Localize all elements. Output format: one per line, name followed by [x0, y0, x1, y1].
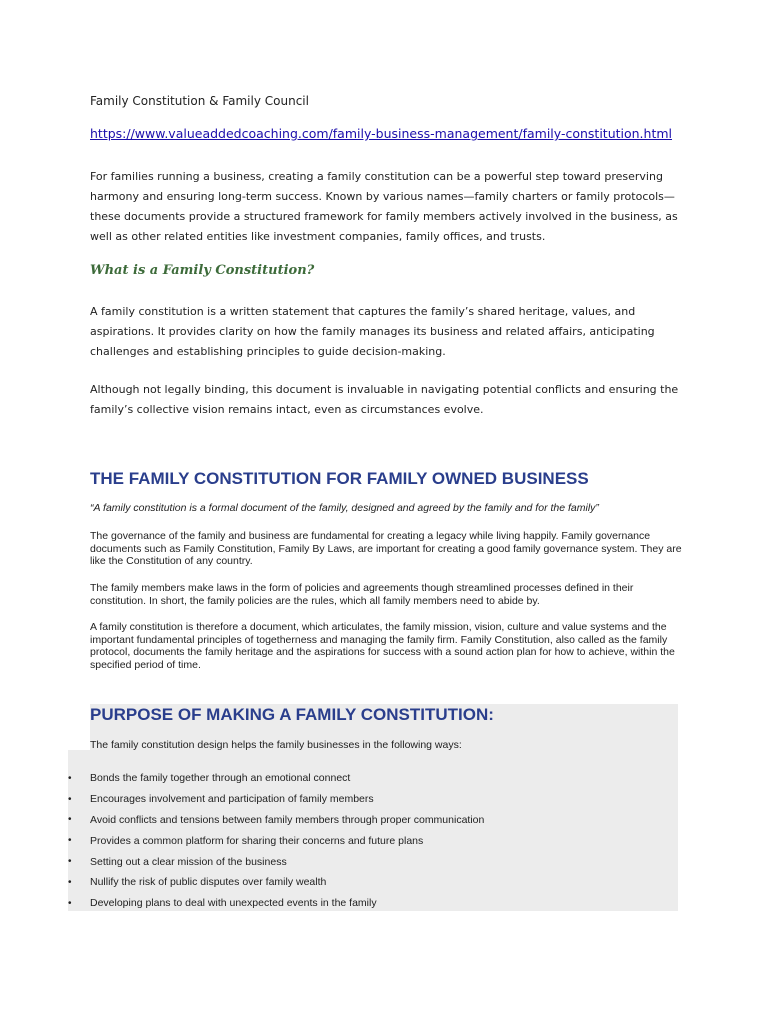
intro-paragraph: For families running a business, creating a family constitution can be a powerful step toward preserving harmony and ensuring long-term success. Known by various names—family charters or family protocols—these documents provide a structured framework for family members actively involved in the business, as well as other related entities like investment companies, family offices, and trusts.: [90, 170, 678, 243]
purpose-list-item: [68, 810, 484, 831]
what-is-paragraph-1: A family constitution is a written statement that captures the family’s shared heritage, values, and aspirations. It provides clarity on how the family manages its business and related affairs, anticipating challenges and establishing principles to guide decision-making.: [90, 305, 655, 358]
document-title: Family Constitution & Family Council: [90, 94, 309, 108]
governance-paragraph-1: The governance of the family and business are fundamental for creating a legacy while living happily. Family governance documents such as Family Constitution, Family By Laws, are important for creating a good family governance system. They are like the Constitution of any country.: [90, 530, 682, 567]
purpose-heading: PURPOSE OF MAKING A FAMILY CONSTITUTION:: [90, 705, 494, 724]
purpose-item-text: Encourages involvement and participation of family members: [90, 793, 374, 806]
purpose-item-text: Avoid conflicts and tensions between family members through proper communication: [90, 813, 485, 826]
bullet-icon: •: [68, 856, 72, 868]
bullet-icon: •: [68, 772, 72, 784]
purpose-list-item: [68, 789, 484, 810]
purpose-item-text: Nullify the risk of public disputes over family wealth: [90, 876, 327, 889]
purpose-item-text: Bonds the family together through an emotional connect: [90, 772, 351, 785]
what-is-heading: What is a Family Constitution?: [90, 263, 315, 278]
governance-paragraph-2: The family members make laws in the form of policies and agreements though streamlined processes defined in their constitution. In short, the family policies are the rules, which all family members need to abide by.: [90, 582, 634, 607]
purpose-item-text: Developing plans to deal with unexpected events in the family: [90, 897, 377, 910]
governance-paragraph-3: A family constitution is therefore a document, which articulates, the family mission, vision, culture and value systems and the important fundamental principles of togetherness and managing the family firm. Family Constitution, also called as the family protocol, documents the family heritage and the aspirations for success with a sound action plan for how to achieve, within the specified period of time.: [90, 621, 675, 671]
purpose-list-item: [68, 872, 484, 893]
purpose-list-item: [68, 851, 484, 872]
constitution-quote: “A family constitution is a formal document of the family, designed and agreed by the family and for the family”: [90, 502, 599, 514]
bullet-icon: •: [68, 814, 72, 826]
purpose-intro: The family constitution design helps the family businesses in the following ways:: [90, 739, 462, 751]
purpose-list: [68, 768, 484, 914]
bullet-icon: •: [68, 835, 72, 847]
purpose-list-item: [68, 768, 484, 789]
bullet-icon: •: [68, 876, 72, 888]
bullet-icon: •: [68, 897, 72, 909]
what-is-paragraph-2: Although not legally binding, this document is invaluable in navigating potential conflicts and ensuring the family’s collective vision remains intact, even as circumstances evolve.: [90, 383, 679, 416]
bullet-icon: •: [68, 793, 72, 805]
purpose-list-item: [68, 830, 484, 851]
purpose-item-text: Setting out a clear mission of the business: [90, 855, 287, 868]
source-link[interactable]: https://www.valueaddedcoaching.com/family-business-management/family-constitution.html: [90, 126, 673, 141]
purpose-list-item: [68, 893, 484, 914]
purpose-item-text: Provides a common platform for sharing their concerns and future plans: [90, 834, 424, 847]
constitution-heading: THE FAMILY CONSTITUTION FOR FAMILY OWNED BUSINESS: [90, 469, 589, 488]
